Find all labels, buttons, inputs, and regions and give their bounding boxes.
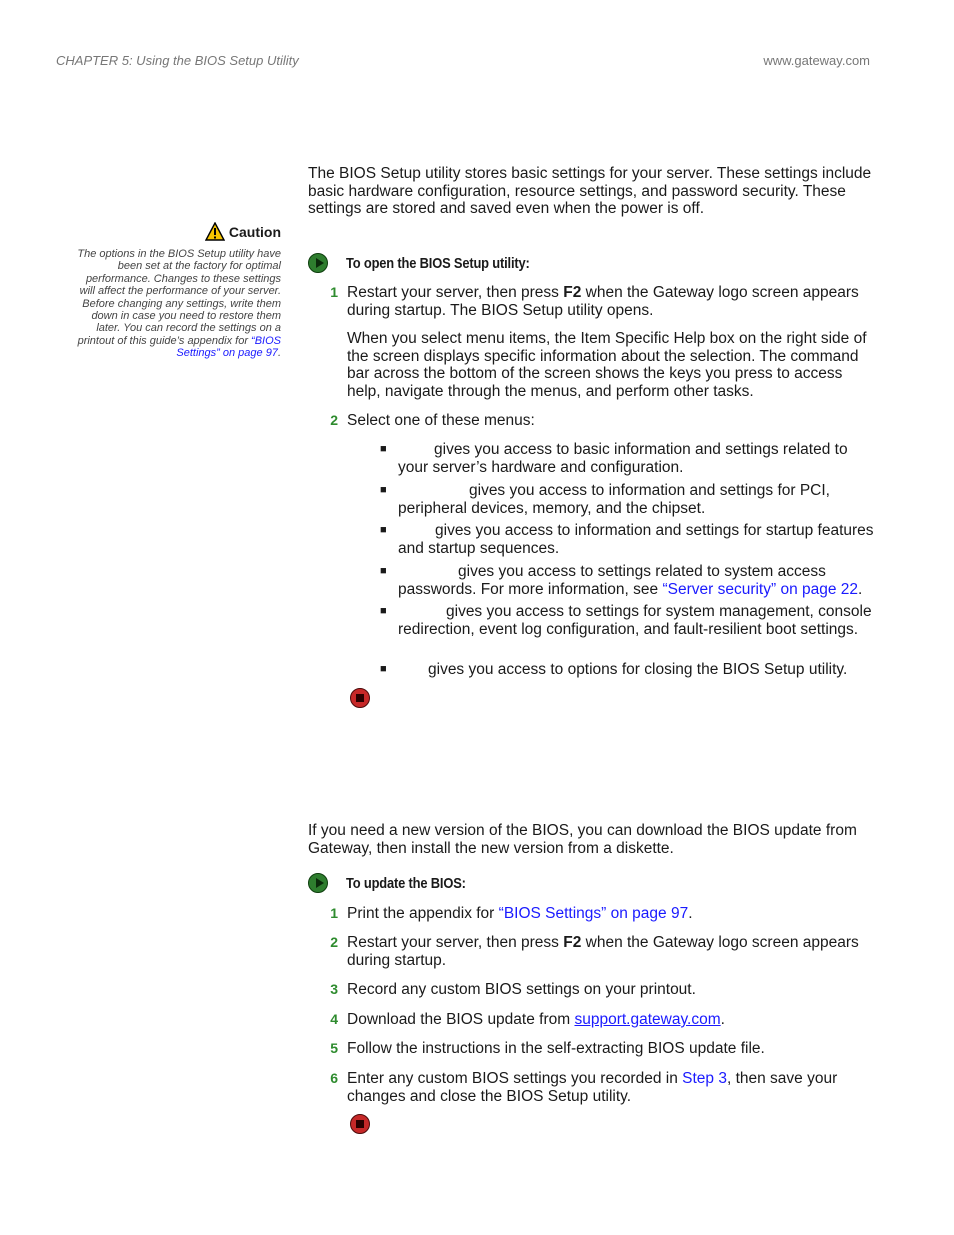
running-header-chapter: CHAPTER 5: Using the BIOS Setup Utility <box>56 53 299 68</box>
bios-settings-link[interactable]: “BIOS Settings” on page 97 <box>498 905 689 922</box>
open-procedure-heading <box>308 253 560 273</box>
list-item: 3 Record any custom BIOS settings on your printout. <box>330 981 696 998</box>
intro-paragraph: The BIOS Setup utility stores basic settings for your server. These settings include basic hardware configuration, resource settings, and password security. These settings are stored and saved even when the power is off. <box>308 165 872 217</box>
update-intro-paragraph: If you need a new version of the BIOS, you can download the BIOS update from Gateway, then install the new version from a diskette. <box>308 822 857 857</box>
list-item: 2 Select one of these menus: <box>330 412 535 429</box>
procedure-start-icon <box>308 253 328 273</box>
procedure-start-icon <box>308 873 328 893</box>
warning-icon <box>205 222 225 241</box>
caution-title: Caution <box>228 223 281 240</box>
procedure-end-icon <box>350 688 370 708</box>
menu-bullet: ■ gives you access to settings for system management, console redirection, event log configuration, and fault-resilient boot settings. <box>380 603 872 638</box>
menu-bullet: ■ gives you access to basic information and settings related to your server’s hardware and configuration. <box>380 441 848 476</box>
list-item: 1 Restart your server, then press F2 when the Gateway logo screen appears during startup. The BIOS Setup utility opens. <box>330 284 859 319</box>
menu-bullet: ■ gives you access to information and settings for startup features and startup sequences. <box>380 522 874 557</box>
menu-bullet: ■ gives you access to information and settings for PCI, peripheral devices, memory, and the chipset. <box>380 482 830 517</box>
list-item-note: When you select menu items, the Item Specific Help box on the right side of the screen displays specific information about the selection. The command bar across the bottom of the screen shows the keys you press to access help, navigate through the menus, and perform other tasks. <box>347 330 867 400</box>
list-item: 1 Print the appendix for “BIOS Settings” on page 97. <box>330 905 693 922</box>
caution-text: The options in the BIOS Setup utility have been set at the factory for optimal performance. Changes to these settings will affect the performance of your server. Before changing any settings, write them down in case you need to restore them later. You can record the settings on a printout of this guide’s appendix for “BIOS Settings” on page 97. <box>77 248 281 360</box>
update-procedure-heading <box>308 873 485 893</box>
support-gateway-link[interactable]: support.gateway.com <box>574 1011 721 1028</box>
procedure-end-icon <box>350 1114 370 1134</box>
update-procedure-title: To update the BIOS: <box>346 874 466 892</box>
server-security-link[interactable]: “Server security” on page 22 <box>662 580 859 598</box>
list-item: 2 Restart your server, then press F2 when the Gateway logo screen appears during startup. <box>330 934 859 969</box>
step-3-link[interactable]: Step 3 <box>682 1070 727 1087</box>
list-item: 4 Download the BIOS update from support.gateway.com. <box>330 1011 725 1028</box>
list-item: 6 Enter any custom BIOS settings you recorded in Step 3, then save your changes and close the BIOS Setup utility. <box>330 1070 838 1105</box>
menu-bullet: ■ gives you access to options for closing the BIOS Setup utility. <box>380 661 848 678</box>
list-item: 5 Follow the instructions in the self-extracting BIOS update file. <box>330 1040 765 1057</box>
open-procedure-title: To open the BIOS Setup utility: <box>346 254 530 272</box>
running-header-site: www.gateway.com <box>763 53 870 68</box>
caution-note <box>76 222 281 360</box>
menu-bullet: ■ gives you access to settings related to system access passwords. For more information, see “Server security” on page 22. <box>380 563 863 598</box>
bios-settings-link[interactable]: “BIOS Settings” on page 97 <box>176 334 281 360</box>
